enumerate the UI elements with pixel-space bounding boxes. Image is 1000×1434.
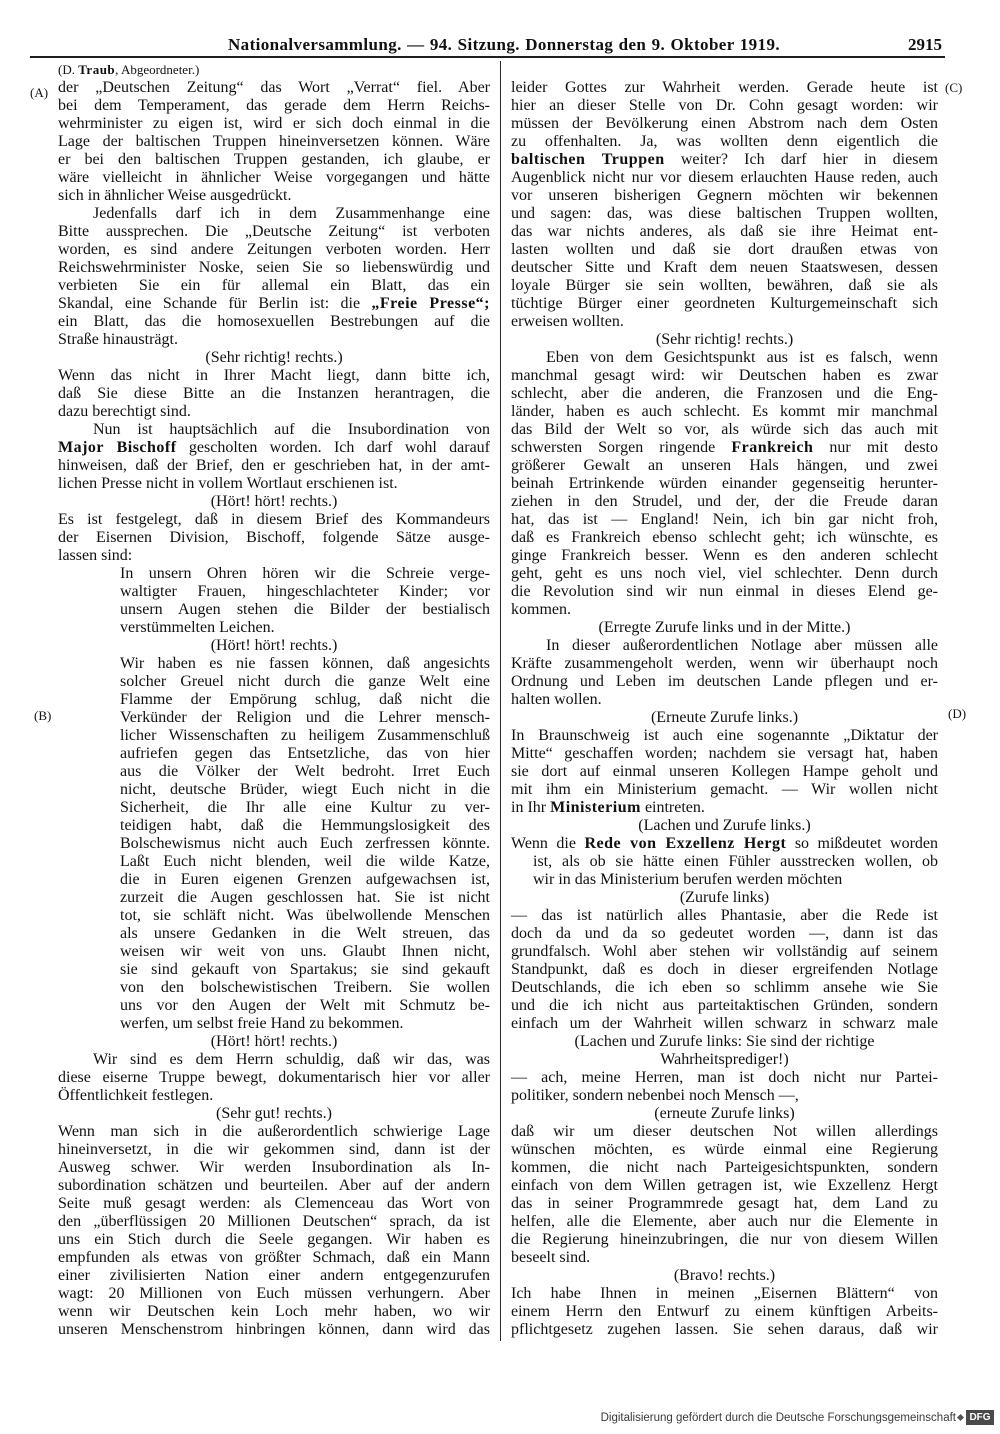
text-line: subordination schätzen und beurteilen. Aber auf der andern [58, 1177, 490, 1194]
text-line [511, 151, 938, 169]
text-line: er bei den baltischen Truppen gestanden, ich glaube, er [58, 151, 490, 168]
interjection-line: (Hört! hört! rechts.) [210, 493, 338, 510]
text-line: politiker, sondern nebenbei noch Mensch —, [511, 1087, 799, 1104]
text-span: in Ihr [511, 799, 551, 816]
text-line: — ach, meine Herren, man ist doch nicht nur Partei- [511, 1069, 938, 1086]
text-line: daß Sie diese Bitte an die Instanzen herantragen, die [58, 385, 490, 402]
emphasized-text: Major Bischoff [58, 439, 177, 456]
column-divider [500, 61, 501, 1341]
text-span: (D. [58, 62, 79, 77]
text-line: grundfalsch. Wohl aber stehen wir vollständig auf seinem [511, 943, 938, 960]
text-line: Jedenfalls darf ich in dem Zusammenhange eine [93, 205, 490, 222]
text-line: helfen, alle die Elemente, aber auch nur die Elemente in [511, 1213, 938, 1230]
margin-mark-c: (C) [945, 80, 963, 95]
text-line: hineinversetzt, in die wir gekommen sind, dann ist der [58, 1141, 490, 1158]
text-line: worden, es sind andere Zeitungen verboten worden. Herr [58, 241, 490, 258]
text-line: daß wir um dieser deutschen Not willen allerdings [511, 1123, 938, 1140]
dfg-diamond-icon [957, 1414, 964, 1421]
text-line: der Eisernen Division, Bischoff, folgende Sätze ausge- [58, 529, 490, 546]
text-line: Bolschewismus nicht auch Euch zerfressen könnte. [120, 835, 490, 852]
text-line: Seite muß gesagt werden: als Clemenceau das Wort von [58, 1195, 490, 1212]
text-line: ginge Frankreich besser. Wenn es den anderen schlecht [511, 547, 938, 564]
text-span: gescholten worden. Ich darf wohl darauf [176, 439, 490, 456]
emphasized-text: Frankreich [731, 439, 814, 456]
text-line: Laßt Euch nicht blenden, weil die wilde Katze, [120, 853, 490, 870]
page-number: 2915 [908, 35, 942, 54]
text-line: Flamme der Empörung schlug, daß nicht die [120, 691, 490, 708]
text-line: solcher Greuel nicht durch die ganze Welt eine [120, 673, 490, 690]
text-line: lassen sind: [58, 547, 133, 564]
text-line: erweisen wollten. [511, 313, 624, 330]
text-line: tot, sie schläft nicht. Was übelwollende Menschen [120, 907, 490, 924]
text-line: einfach um der Wahrheit willen schwarz in schwarz male [511, 1015, 938, 1032]
text-line: Wir haben es nie fassen können, daß angesichts [120, 655, 490, 672]
text-line: bei dem Temperament, das gerade dem Herrn Reichs- [58, 97, 490, 114]
text-line: Ich habe Ihnen in meinen „Eisernen Blättern“ von [511, 1285, 938, 1302]
right-column [511, 79, 938, 1339]
margin-mark-d: (D) [948, 706, 967, 721]
text-line [511, 799, 938, 817]
text-line: Reichswehrminister Noske, seien Sie so liebenswürdig und [58, 259, 490, 276]
text-line: ein Blatt, das die homosexuellen Bestrebungen auf die [58, 313, 490, 330]
text-line: leider Gottes zur Wahrheit werden. Gerade heute ist [511, 79, 938, 96]
text-line: weisen wir weit von uns. Glaubt Ihnen nicht, [120, 943, 490, 960]
text-line: licher Wissenschaften zu heiligem Zusammenschluß [120, 727, 490, 744]
text-line: verstümmelten Leichen. [120, 619, 275, 636]
text-line: hier an dieser Stelle von Dr. Cohn gesagt worden: wir [511, 97, 938, 114]
interjection-line: (erneute Zurufe links) [654, 1105, 795, 1122]
text-line: lasten wollten und daß sie dort draußen etwas von [511, 241, 938, 258]
text-line: tüchtige Bürger einer geordneten Kulturgemeinschaft sich [511, 295, 938, 312]
text-line: kommen, die nicht nach Parteigesichtspunkten, sondern [511, 1159, 938, 1176]
text-line: empfunden als etwas von größter Schmach, daß ein Mann [58, 1249, 490, 1266]
header-rule [30, 56, 945, 58]
text-line: werfen, um selbst freie Hand zu bekommen. [120, 1015, 404, 1032]
text-span: Skandal, eine Schande für Berlin ist: die [58, 295, 372, 312]
text-line: die Regierung hineinzubringen, die nur von diesem Willen [511, 1231, 938, 1248]
text-line: hat, das ist — England! Nein, ich bin gar nicht froh, [511, 511, 938, 528]
text-line: hinweisen, daß der Brief, den er geschrieben hat, in der amt- [58, 457, 490, 474]
text-line: Standpunkt, daß es doch in dieser ergreifenden Notlage [511, 961, 938, 978]
emphasized-text: Traub [78, 62, 116, 77]
text-line: unsern Augen stehen die Bilder der bestialisch [120, 601, 490, 618]
text-line [58, 439, 490, 457]
text-line: mit ihm ein Ministerium gemacht. — Wir wollen nicht [511, 781, 938, 798]
emphasized-text: Ministerium [550, 799, 641, 816]
text-line: und sagen: das, was diese baltischen Truppen wollten, [511, 205, 938, 222]
text-line: Augenblick nicht nur vor diesem erlauchten Hause reden, auch [511, 169, 938, 186]
text-line: Ordnung und Leben im deutschen Lande pflegen und er- [511, 673, 938, 690]
text-line: Es ist festgelegt, daß in diesem Brief des Kommandeurs [58, 511, 490, 528]
text-line: doch da und da so gedeutet worden —, dann ist das [511, 925, 938, 942]
text-line: zurzeit die Augen geschlossen hat. Sie ist nicht [120, 889, 490, 906]
text-line: sie dort auf einmal unseren Kollegen Hampe geholt und [511, 763, 938, 780]
text-line: lichen Presse nicht in vollem Wortlaut erschienen ist. [58, 475, 398, 492]
text-line: länder, haben es auch schlecht. Es kommt mir manchmal [511, 403, 938, 420]
text-line: Mitte“ geschaffen worden; nachdem sie versagt hat, haben [511, 745, 938, 762]
text-line: einem Herrn den Entwurf zu einem künftigen Arbeits- [511, 1303, 938, 1320]
text-line: — das ist natürlich alles Phantasie, aber die Rede ist [511, 907, 938, 924]
text-line: die Revolution sind wir nun einmal in dieses Elend ge- [511, 583, 938, 600]
text-line: Deutschlands, die ich eben so schlimm ansehe wie Sie [511, 979, 938, 996]
text-line: wagt: 20 Millionen von Euch müssen verhungern. Aber [58, 1285, 490, 1302]
margin-mark-a: (A) [30, 85, 49, 100]
text-line: wehrminister zu eigen ist, wird er sich doch einmal in die [58, 115, 490, 132]
text-line: den „überflüssigen 20 Millionen Deutschen“ sprach, da ist [58, 1213, 490, 1230]
text-line: aufriefen gegen das Entsetzliche, das von hier [120, 745, 490, 762]
text-line: wäre vielleicht in ähnlicher Weise vorgegangen und hätte [58, 169, 490, 186]
text-line: das in seiner Programmrede gesagt hat, dem Land zu [511, 1195, 938, 1212]
dfg-logo: DFG [966, 1410, 994, 1425]
text-line: die in Euren eigenen Grenzen aufgewachsen ist, [120, 871, 490, 888]
text-span: schwersten Sorgen ringende [511, 439, 732, 456]
interjection-line: (Erneute Zurufe links.) [650, 709, 799, 726]
text-line: pflichtgesetz zugehen lassen. Sie sehen daraus, daß wir [511, 1321, 938, 1338]
text-line: Eben von dem Gesichtspunkt aus ist es falsch, wenn [546, 349, 938, 366]
text-line: teidigen habt, daß die Hemmungslosigkeit des [120, 817, 490, 834]
interjection-line: (Lachen und Zurufe links.) [638, 817, 811, 834]
text-line: loyale Bürger sie sein wollten, bewähren, daß sie als [511, 277, 938, 294]
interjection-line: (Erregte Zurufe links und in der Mitte.) [598, 619, 851, 636]
text-line: Straße hinausträgt. [58, 331, 178, 348]
text-line [58, 61, 490, 79]
text-line: waltigter Frauen, hingeschlachteter Kinder; vor [120, 583, 490, 600]
interjection-line: (Lachen und Zurufe links: Sie sind der richtige [574, 1033, 875, 1050]
text-line: Nun ist hauptsächlich auf die Insubordination von [93, 421, 490, 438]
text-line: sie sind gekauft von Spartakus; sie sind gekauft [120, 961, 490, 978]
text-line: das Bild der Welt so vor, als würde sich das auch mit [511, 421, 938, 438]
text-line: Ausweg schwer. Wir werden Insubordination als In- [58, 1159, 490, 1176]
text-line: Wenn das nicht in Ihrer Macht liegt, dann bitte ich, [58, 367, 490, 384]
text-line: schlecht, aber die anderen, die Franzosen und die Eng- [511, 385, 938, 402]
interjection-line: (Sehr richtig! rechts.) [655, 331, 794, 348]
emphasized-text: Rede von Exzellenz Hergt [584, 835, 787, 852]
text-line: müssen der Bevölkerung einen Abstrom nach dem Osten [511, 115, 938, 132]
text-line: größerer Gewalt an unseren Hals hängen, und zwei [511, 457, 938, 474]
running-title: Nationalversammlung. — 94. Sitzung. Donnerstag den 9. Oktober 1919. [228, 35, 780, 54]
text-line: geht, geht es uns noch viel, viel schlechter. Denn durch [511, 565, 938, 582]
margin-mark-b: (B) [34, 708, 52, 723]
interjection-line: (Bravo! rechts.) [673, 1267, 776, 1284]
text-line: wünschen möchten, es würde einmal eine Regierung [511, 1141, 938, 1158]
interjection-line: (Hört! hört! rechts.) [210, 1033, 338, 1050]
text-line: als unsere Gedanken in die Welt streuen, das [120, 925, 490, 942]
interjection-line: (Hört! hört! rechts.) [210, 637, 338, 654]
text-line: das war nichts anderes, als daß sie ihre Heimat ent- [511, 223, 938, 240]
text-line: von den bolschewistischen Treibern. Sie wollen [120, 979, 490, 996]
text-line: Verkünder der Religion und die Lehrer mensch- [120, 709, 490, 726]
interjection-line: (Sehr gut! rechts.) [216, 1105, 332, 1122]
emphasized-text: baltischen Truppen [511, 151, 665, 168]
text-line: In unsern Ohren hören wir die Schreie verge- [120, 565, 490, 582]
text-line: uns ein Stich durch die Seele gegangen. Wir haben es [58, 1231, 490, 1248]
text-line: Öffentlichkeit festlegen. [58, 1087, 214, 1104]
digitization-credit: Digitalisierung gefördert durch die Deutsche Forschungsgemeinschaft [600, 1412, 956, 1424]
text-line: uns vor den Augen der Welt mit Schmutz be- [120, 997, 490, 1014]
text-line [511, 835, 938, 853]
text-line: wir in das Ministerium berufen werden möchten [533, 871, 843, 888]
text-span: Wenn die [511, 835, 585, 852]
text-line: In Braunschweig ist auch eine sogenannte „Diktatur der [511, 727, 938, 744]
text-line: ziehen in den Strudel, und der, der die Freude daran [511, 493, 938, 510]
text-line: Wir sind es dem Herrn schuldig, daß wir das, was [93, 1051, 490, 1068]
text-line: halten wollen. [511, 691, 602, 708]
text-line: aus die Völker der Welt bedroht. Irret Euch [120, 763, 490, 780]
text-line: beinah Ertrinkende würden einander gegenseitig herunter- [511, 475, 938, 492]
interjection-line: (Sehr richtig! rechts.) [205, 349, 343, 366]
text-line: unseren Menschenstrom hinbringen können, dann wird das [58, 1321, 490, 1338]
text-line: Bitte aussprechen. Die „Deutsche Zeitung“ ist verboten [58, 223, 490, 240]
text-line: manchmal gesagt wird: wir Deutschen haben es zwar [511, 367, 938, 384]
text-line: daß es Frankreich ebenso schlecht geht; ich wünschte, es [511, 529, 938, 546]
text-line: dazu berechtigt sind. [58, 403, 191, 420]
text-span: weiter? Ich darf hier in diesem [664, 151, 938, 168]
text-line [511, 439, 938, 457]
text-line: kommen. [511, 601, 571, 618]
left-column [58, 61, 490, 1339]
text-line: einer zivilisierten Nation einer andern entgegenzurufen [58, 1267, 490, 1284]
text-line: und die ich nicht aus parteitaktischen Gründen, sondern [511, 997, 938, 1014]
text-span: nur mit desto [813, 439, 938, 456]
text-span: so mißdeutet worden [786, 835, 938, 852]
text-span: , Abgeordneter.) [115, 62, 200, 77]
text-line: einfach von dem Willen getragen ist, wie Exzellenz Hergt [511, 1177, 938, 1194]
text-line: beseelt sind. [511, 1249, 591, 1266]
emphasized-text: „Freie Presse“; [371, 295, 490, 312]
text-line: vor unseren bisherigen Gegnern möchten wir bekennen [511, 187, 938, 204]
text-line [58, 295, 490, 313]
text-line: diese eiserne Truppe bewegt, dokumentarisch hier vor aller [58, 1069, 490, 1086]
text-line: Wenn man sich in die außerordentlich schwierige Lage [58, 1123, 490, 1140]
text-line: wenn wir Deutschen kein Loch mehr haben, wo wir [58, 1303, 490, 1320]
text-line: In dieser außerordentlichen Notlage aber müssen alle [546, 637, 938, 654]
interjection-line: (Zurufe links) [679, 889, 770, 906]
interjection-line: Wahrheitsprediger!) [660, 1051, 789, 1068]
text-line: nicht, deutsche Brüder, wiegt Euch nicht in die [120, 781, 490, 798]
text-line: Sicherheit, die Ihr alle eine Kultur zu ver- [120, 799, 490, 816]
text-line: sich in ähnlicher Weise ausgedrückt. [58, 187, 292, 204]
text-line: Kräfte zusammengeholt werden, wenn wir überhaupt noch [511, 655, 938, 672]
text-span: eintreten. [640, 799, 705, 816]
text-line: der „Deutschen Zeitung“ das Wort „Verrat“ fiel. Aber [58, 79, 490, 96]
text-line: ist, als ob sie hätte einen Fühler ausstrecken wollen, ob [533, 853, 938, 870]
text-line: deutscher Sitte und Kraft dem neuen Staatswesen, dessen [511, 259, 938, 276]
text-line: zu offenhalten. Ja, was wollten denn eigentlich die [511, 133, 938, 150]
text-line: verbieten Sie ein für allemal ein Blatt, das ein [58, 277, 490, 294]
text-line: Lage der baltischen Truppen hineinversetzen können. Wäre [58, 133, 490, 150]
